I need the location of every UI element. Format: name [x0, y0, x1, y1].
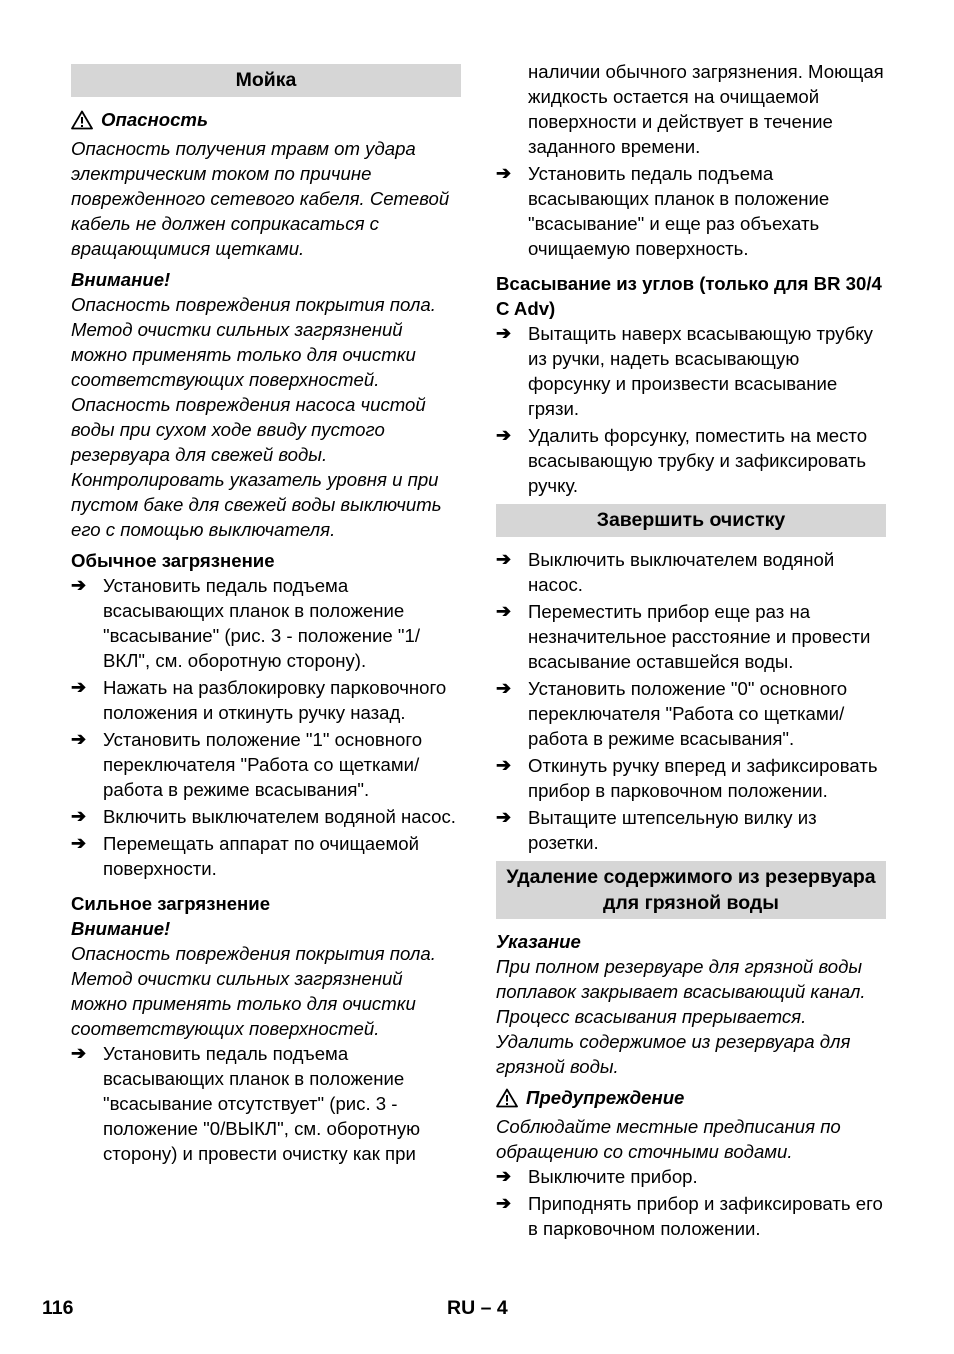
arrow-right-icon: ➔	[496, 549, 512, 569]
section-title-finish: Завершить очистку	[496, 504, 886, 537]
list-item: ➔ Приподнять прибор и зафиксировать его в парковочном положении.	[496, 1193, 883, 1239]
arrow-right-icon: ➔	[496, 323, 512, 343]
arrow-right-icon: ➔	[496, 1193, 512, 1213]
list-item-continued: наличии обычного загрязнения. Моющая жидкость остается на очищаемой поверхности и действует в течение заданного времени.	[528, 61, 884, 157]
list-item: ➔ Нажать на разблокировку парковочного положения и откинуть ручку назад.	[71, 677, 447, 723]
note-text: При полном резервуаре для грязной воды поплавок закрывает всасывающий канал. Процесс всасывания прерывается. Удалить содержимое из резервуара для грязной воды.	[496, 956, 866, 1077]
list-item: ➔ Перемещать аппарат по очищаемой поверхности.	[71, 833, 419, 879]
page-number: 116	[42, 1297, 74, 1319]
arrow-right-icon: ➔	[71, 729, 87, 749]
warning-text: Соблюдайте местные предписания по обращению со сточными водами.	[496, 1116, 841, 1162]
normal-dirt-title: Обычное загрязнение	[71, 550, 275, 571]
arrow-right-icon: ➔	[496, 163, 512, 183]
list-item: ➔ Включить выключателем водяной насос.	[71, 806, 456, 827]
list-item: ➔ Удалить форсунку, поместить на место всасывающую трубку и зафиксировать ручку.	[496, 425, 868, 496]
attention-text: Опасность повреждения покрытия пола. Метод очистки сильных загрязнений можно применять только для очистки соответствующих поверхностей.	[71, 943, 436, 1039]
list-item: ➔ Установить положение "1" основного переключателя "Работа со щетками/ работа в режиме всасывания".	[71, 729, 423, 800]
list-item: ➔ Установить педаль подъема всасывающих планок в положение "всасывание" и еще раз объехать очищаемую поверхность.	[496, 163, 830, 259]
arrow-right-icon: ➔	[496, 601, 512, 621]
list-item: ➔ Установить положение "0" основного переключателя "Работа со щетками/ работа в режиме всасывания".	[496, 678, 848, 749]
note-label: Указание	[496, 931, 581, 952]
arrow-right-icon: ➔	[71, 1043, 87, 1063]
right-column	[496, 59, 886, 1243]
language-page-label: RU – 4	[447, 1297, 508, 1319]
danger-label: Опасность	[101, 109, 209, 130]
heavy-dirt-title: Сильное загрязнение	[71, 893, 271, 914]
arrow-right-icon: ➔	[496, 755, 512, 775]
warning-label: Предупреждение	[526, 1087, 685, 1108]
danger-heading	[71, 107, 461, 132]
arrow-right-icon: ➔	[71, 677, 87, 697]
attention-text-pump: Опасность повреждения насоса чистой воды при сухом ходе ввиду пустого резервуара для свежей воды. Контролировать указатель уровня и при пустом баке для свежей воды выключить его с помощью выключателя.	[71, 394, 442, 540]
list-item: ➔ Вытащить наверх всасывающую трубку из ручки, надеть всасывающую форсунку и произвести всасывание грязи.	[496, 323, 873, 419]
list-item: ➔ Установить педаль подъема всасывающих планок в положение "всасывание" (рис. 3 - положение "1/ВКЛ", см. оборотную сторону).	[71, 575, 420, 671]
warning-triangle-icon	[71, 110, 93, 130]
list-item: ➔ Установить педаль подъема всасывающих планок в положение "всасывание отсутствует" (рис. 3 - положение "0/ВЫКЛ", см. оборотную сторону) и провести очистку как при	[71, 1043, 421, 1164]
attention-label: Внимание!	[71, 269, 171, 290]
warning-triangle-icon	[496, 1088, 518, 1108]
arrow-right-icon: ➔	[71, 833, 87, 853]
list-item: ➔ Откинуть ручку вперед и зафиксировать прибор в парковочном положении.	[496, 755, 878, 801]
arrow-right-icon: ➔	[496, 425, 512, 445]
section-title-drain: Удаление содержимого из резервуара для грязной воды	[496, 861, 886, 919]
corners-title: Всасывание из углов (только для BR 30/4 C Adv)	[496, 273, 882, 319]
list-item: ➔ Выключить выключателем водяной насос.	[496, 549, 835, 595]
list-item: ➔ Вытащите штепсельную вилку из розетки.	[496, 807, 817, 853]
arrow-right-icon: ➔	[496, 807, 512, 827]
list-item: ➔ Переместить прибор еще раз на незначительное расстояние и провести всасывание оставшейся воды.	[496, 601, 871, 672]
attention-text-floor: Опасность повреждения покрытия пола. Метод очистки сильных загрязнений можно применять только для очистки соответствующих поверхностей.	[71, 294, 436, 390]
section-title-washing: Мойка	[71, 64, 461, 97]
arrow-right-icon: ➔	[496, 678, 512, 698]
list-item: ➔ Выключите прибор.	[496, 1166, 698, 1187]
warning-heading	[496, 1085, 886, 1110]
danger-text: Опасность получения травм от удара электрическим током по причине поврежденного сетевого кабеля. Сетевой кабель не должен соприкасаться с вращающимися щетками.	[71, 138, 450, 259]
left-column	[71, 64, 461, 1168]
arrow-right-icon: ➔	[71, 575, 87, 595]
arrow-right-icon: ➔	[71, 806, 87, 826]
arrow-right-icon: ➔	[496, 1166, 512, 1186]
attention-label: Внимание!	[71, 918, 171, 939]
